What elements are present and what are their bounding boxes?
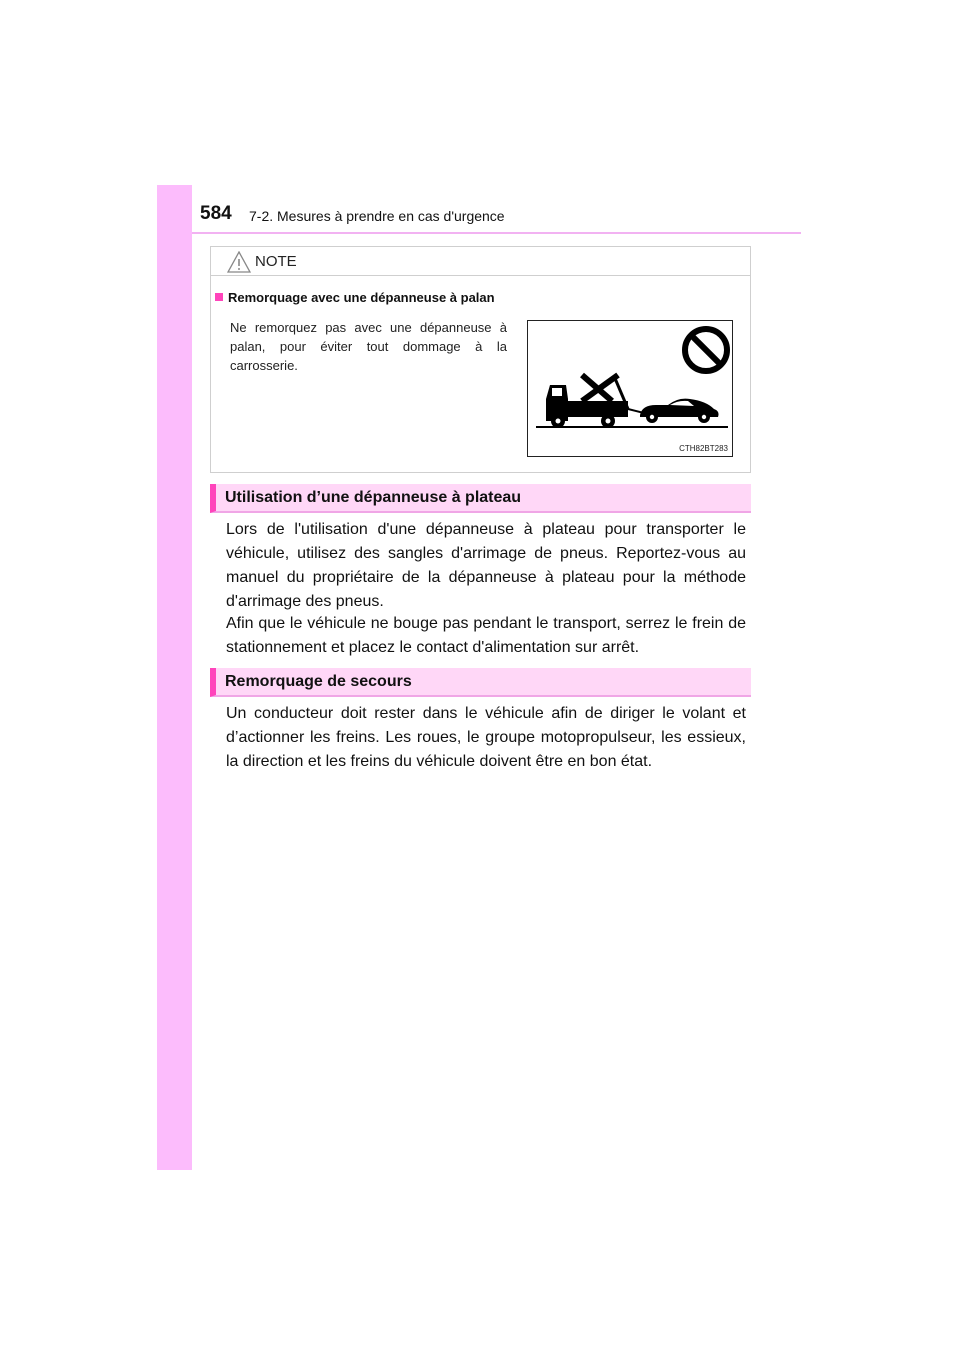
paragraph: Un conducteur doit rester dans le véhicule afin de diriger le volant et d’actionner les freins. Les roues, le groupe motopropulseur, les essieux, la direction et les freins du véhicule doivent être en bon état.	[226, 705, 746, 770]
tow-truck-figure	[527, 320, 733, 457]
section-title: Utilisation d’une dépanneuse à plateau	[225, 489, 522, 506]
note-text: Ne remorquez pas avec une dépanneuse à palan, pour éviter tout dommage à la carrosserie.	[230, 320, 507, 373]
chapter-title: 7-2. Mesures à prendre en cas d'urgence	[249, 208, 505, 224]
tow-truck-illustration	[528, 321, 732, 456]
page-number: 584	[200, 203, 232, 224]
note-subtitle	[215, 290, 495, 305]
paragraph: Lors de l'utilisation d'une dépanneuse à plateau pour transporter le véhicule, utilisez des sangles d'arrimage de pneus. Reportez-vous au manuel du propriétaire de la dépanneuse à plateau pour la méthode d'arrimage des pneus.	[226, 521, 746, 610]
note-header	[211, 247, 750, 276]
bullet-square-icon	[215, 293, 223, 301]
paragraph: Afin que le véhicule ne bouge pas pendant le transport, serrez le frein de stationnement et placez le contact d'alimentation sur arrêt.	[226, 615, 746, 656]
warning-triangle-icon	[227, 251, 251, 273]
prohibition-icon	[685, 329, 727, 371]
tow-truck-icon	[546, 375, 644, 428]
towed-car-icon	[640, 399, 719, 423]
header-divider	[192, 232, 801, 234]
side-tab-strip	[157, 185, 192, 1170]
note-label: NOTE	[255, 253, 297, 270]
figure-code: CTH82BT283	[679, 444, 728, 453]
note-subtitle-text: Remorquage avec une dépanneuse à palan	[228, 290, 495, 305]
section-heading-flatbed	[210, 484, 751, 513]
section-heading-emergency-towing	[210, 668, 751, 697]
note-box	[210, 246, 751, 473]
section-title: Remorquage de secours	[225, 673, 412, 690]
